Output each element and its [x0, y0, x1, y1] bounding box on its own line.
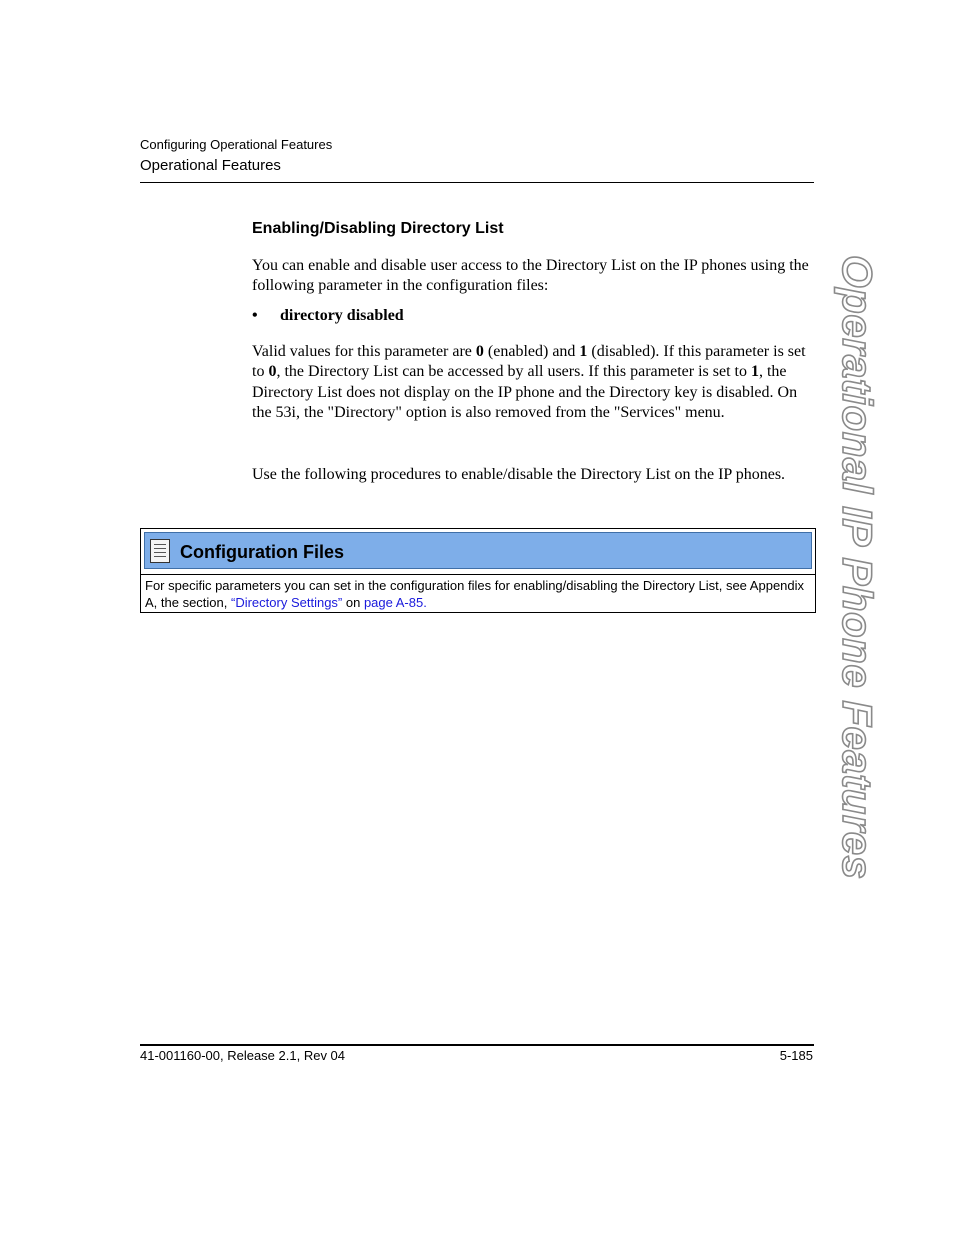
value-one: 1 [579, 343, 588, 360]
text-run: , the Directory List does not display on the IP phone and the Directory key is disabled. On the 53i, the "Directory" option is also removed from the "Services" menu. [252, 363, 798, 421]
footer-page-number: 5-185 [779, 1048, 813, 1063]
text-run: (enabled) and [483, 343, 580, 360]
text-run: , the Directory List can be accessed by all users. If this parameter is set to [276, 363, 751, 381]
value-zero: 0 [475, 343, 484, 360]
running-header-section: Operational Features [140, 157, 281, 174]
bullet-dot: • [252, 307, 258, 324]
procedures-paragraph: Use the following procedures to enable/disable the Directory List on the IP phones. [252, 466, 786, 483]
document-icon [150, 539, 170, 563]
configuration-files-header [144, 532, 812, 569]
directory-settings-link[interactable]: “Directory Settings” [231, 595, 343, 610]
text-run: (disabled). If this parameter is set to [252, 343, 806, 381]
parameter-name: directory disabled [280, 307, 404, 324]
running-header-chapter: Configuring Operational Features [140, 137, 333, 152]
text-run: . [423, 595, 427, 610]
valid-values-paragraph [252, 342, 812, 423]
section-heading: Enabling/Disabling Directory List [252, 220, 504, 237]
page-link[interactable]: page A-85 [363, 595, 424, 610]
value-one: 1 [750, 363, 759, 381]
chapter-side-tab: Operational IP Phone Features [834, 255, 881, 880]
header-rule [140, 182, 814, 183]
intro-paragraph: You can enable and disable user access to the Directory List on the IP phones using the following parameter in the configuration files: [252, 257, 809, 295]
text-run: on [342, 595, 364, 610]
configuration-files-text [145, 577, 805, 611]
box-divider [141, 574, 815, 575]
configuration-files-box [140, 528, 816, 613]
configuration-files-title: Configuration Files [180, 542, 344, 562]
footer-doc-id: 41-001160-00, Release 2.1, Rev 04 [140, 1048, 346, 1063]
value-zero: 0 [268, 363, 277, 381]
parameter-bullet [252, 306, 812, 326]
footer-rule [140, 1044, 814, 1046]
text-run: Valid values for this parameter are [252, 343, 476, 360]
text-run: For specific parameters you can set in the configuration files for enabling/disabling the Directory List, see Appendix A, the section, [145, 578, 805, 610]
